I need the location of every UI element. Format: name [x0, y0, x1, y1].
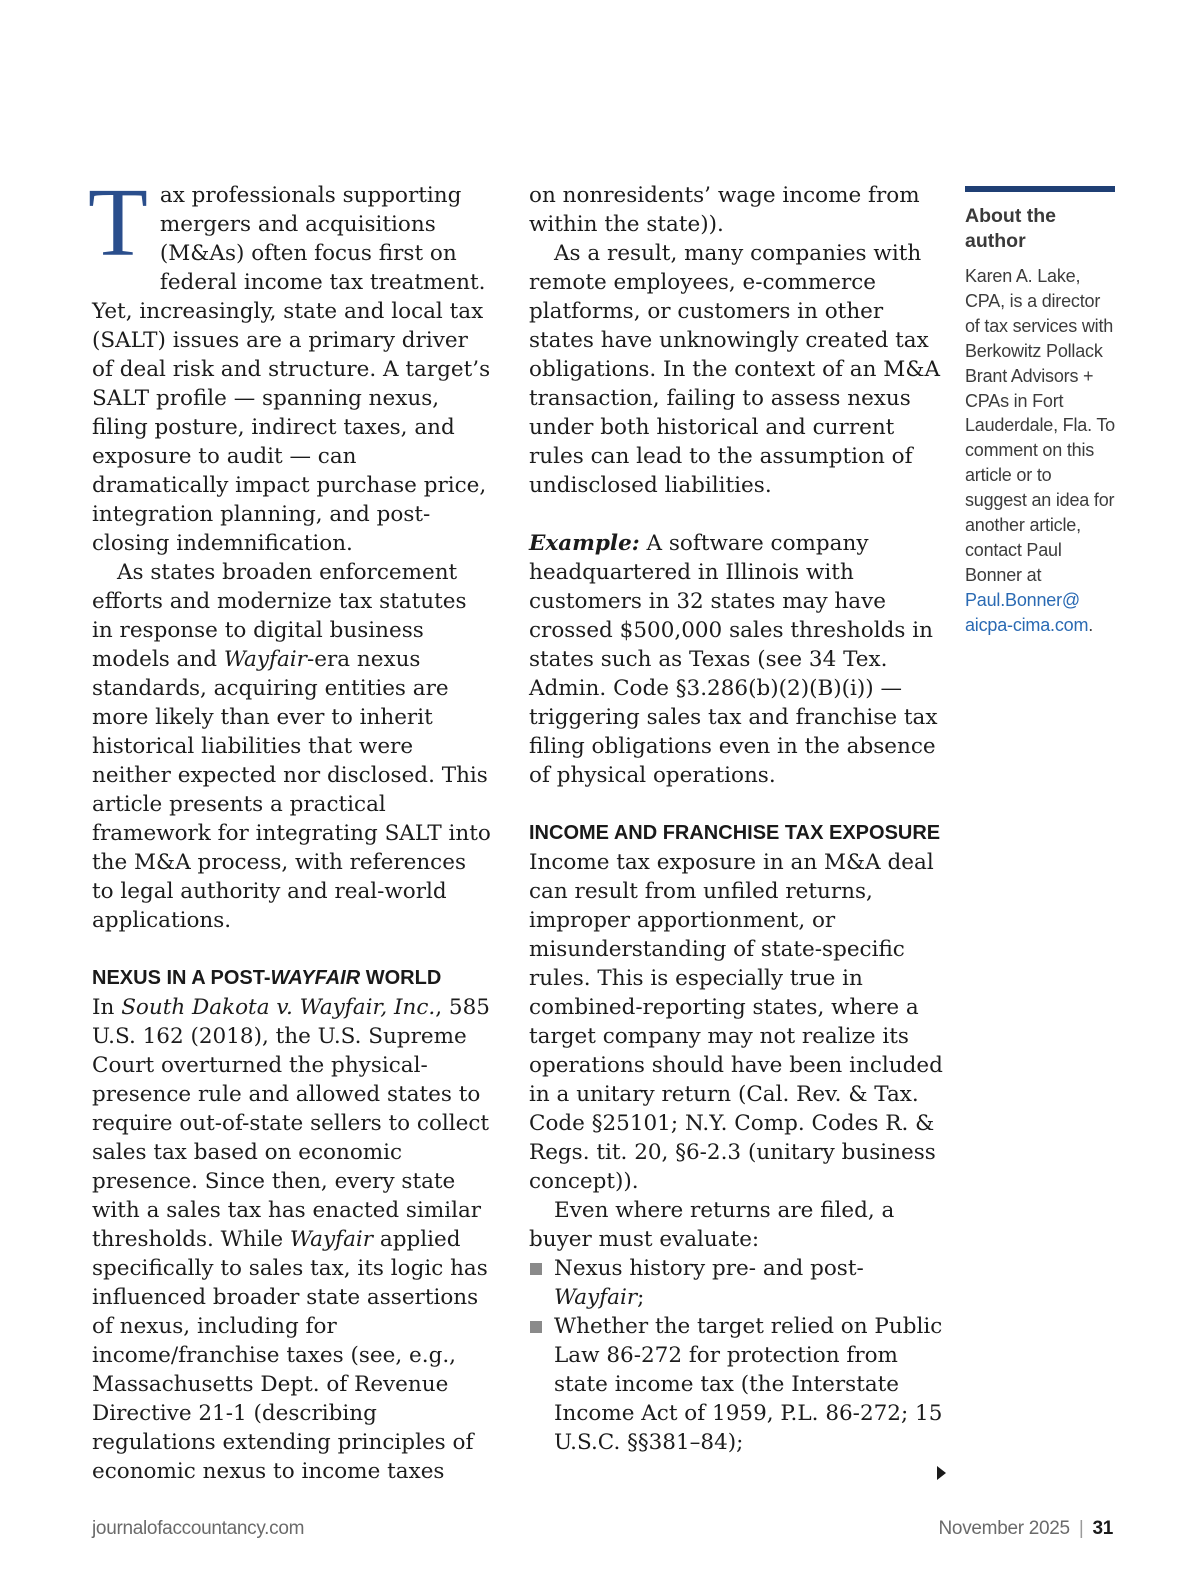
section-gap: [92, 935, 492, 964]
author-bio-end: .: [1088, 614, 1094, 635]
case-name: South Dakota v. Wayfair, Inc.: [121, 995, 436, 1020]
nexus-heading-a: NEXUS IN A POST-: [92, 967, 271, 989]
sidebar-heading-text: About the author: [965, 205, 1056, 252]
list-item: [529, 1254, 944, 1312]
intro-paragraph: [88, 169, 492, 558]
example-label: Example:: [529, 531, 640, 556]
page-number: 31: [1092, 1518, 1113, 1539]
bullet1-text-b: ;: [637, 1285, 645, 1310]
wayfair-italic-2: Wayfair: [289, 1227, 374, 1252]
result-paragraph: As a result, many companies with remote employees, e-commerce platforms, or customers in other states have unknowingly created tax obligations. In the context of an M&A transaction, failing to assess nexus under both historical and current rules can lead to the assumption of undisclosed liabilities.: [529, 241, 940, 498]
enforcement-paragraph: [92, 558, 492, 935]
continued-arrow-icon: [937, 1466, 946, 1480]
article-column-2: [529, 181, 944, 1457]
income-paragraph: Income tax exposure in an M&A deal can result from unfiled returns, improper apportionment, or misunderstanding of state-specific rules. This is especially true in combined-reporting states, where a target company may not realize its operations should have been included in a unitary return (Cal. Rev. & Tax. Code §25101; N.Y. Comp. Codes R. & Regs. tit. 20, §6-2.3 (unitary business concept)).: [529, 850, 943, 1194]
nexus-paragraph-continued: on nonresidents’ wage income from within the state)).: [529, 183, 920, 237]
bullet1-wayfair: Wayfair: [554, 1285, 638, 1310]
intro-text: ax professionals supporting mergers and acquisitions (M&As) often focus first on federal income tax treatment. Yet, increasingly, state and local tax (SALT) issues are a primary driver of deal risk and structure. A target’s SALT profile — spanning nexus, filing posture, indirect taxes, and exposure to audit — can dramatically impact purchase price, integration planning, and post-closing indemnification.: [92, 183, 491, 556]
drop-cap: T: [88, 169, 148, 277]
sidebar-rule: [965, 186, 1115, 192]
nexus-heading-wayfair: WAYFAIR: [270, 967, 361, 989]
list-item: [529, 1312, 944, 1457]
nexus-paragraph: [92, 993, 492, 1486]
enforcement-text-a: As states broaden enforcement efforts and modernize tax statutes in response to digital business models and: [92, 560, 467, 672]
nexus-heading-b: WORLD: [360, 967, 442, 989]
example-text: A software company headquartered in Illinois with customers in 32 states may have crossed $500,000 sales thresholds in states such as Texas (see 34 Tex. Admin. Code §3.286(b)(2)(B)(i)) — triggering sales tax and franchise tax filing obligations even in the absence of physical operations.: [529, 531, 938, 788]
example-callout: [529, 529, 944, 790]
email-link[interactable]: Paul.Bonner@ aicpa-cima.com: [965, 589, 1089, 635]
bullet1-text-a: Nexus history pre- and post-: [554, 1256, 864, 1281]
footer-date: November 2025: [938, 1518, 1070, 1539]
evaluation-list: [529, 1254, 944, 1457]
wayfair-italic: Wayfair: [223, 647, 307, 672]
author-bio-text: Karen A. Lake, CPA, is a director of tax services with Berkowitz Pollack Brant Advisors + CPAs in Fort Lauderdale, Fla. To comment on this article or to suggest an idea for another article, contact Paul Bonner at: [965, 266, 1115, 585]
footer-page-info: [939, 1518, 1113, 1540]
section-gap: [529, 500, 944, 529]
bullet2-text: Whether the target relied on Public Law 86-272 for protection from state income tax (the Interstate Income Act of 1959, P.L. 86-272; 15 U.S.C. §§381–84);: [554, 1314, 943, 1455]
article-column-1: [88, 169, 492, 1486]
income-heading: INCOME AND FRANCHISE TAX EXPOSURE: [529, 822, 941, 844]
evaluate-paragraph: Even where returns are filed, a buyer must evaluate:: [529, 1198, 895, 1252]
author-bio: [965, 264, 1115, 638]
square-bullet-icon: [530, 1263, 542, 1275]
sidebar-heading: [965, 204, 1115, 254]
footer-separator: |: [1078, 1518, 1084, 1539]
nexus-heading: [92, 964, 492, 993]
nexus-text-a: In: [92, 995, 122, 1020]
nexus-text-b: , 585 U.S. 162 (2018), the U.S. Supreme Court overturned the physical-presence rule and allowed states to require out-of-state sellers to collect sales tax based on economic presence. Since then, every state with a sales tax has enacted similar thresholds. While: [92, 995, 490, 1252]
footer-site: journalofaccountancy.com: [92, 1518, 305, 1539]
section-gap: [529, 790, 944, 819]
about-author-sidebar: [965, 186, 1115, 638]
square-bullet-icon: [530, 1321, 542, 1333]
enforcement-text-b: -era nexus standards, acquiring entities are more likely than ever to inherit historical liabilities that were neither expected nor disclosed. This article presents a practical framework for integrating SALT into the M&A process, with references to legal authority and real-world applications.: [92, 647, 491, 933]
nexus-text-c: applied specifically to sales tax, its logic has influenced broader state assertions of nexus, including for income/franchise taxes (see, e.g., Massachusetts Dept. of Revenue Directive 21-1 (describing regulations extending principles of economic nexus to income taxes: [92, 1227, 488, 1484]
